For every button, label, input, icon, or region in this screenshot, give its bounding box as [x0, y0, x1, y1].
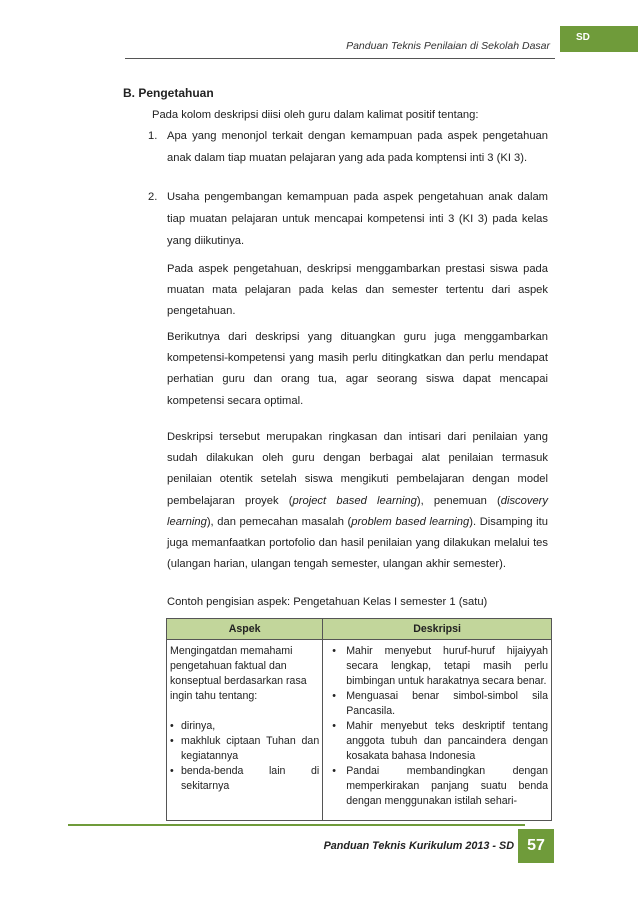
item-text: Apa yang menonjol terkait dengan kemampuan pada aspek pengetahuan anak dalam tiap muatan pelajaran yang ada pada komptensi inti 3 (KI 3).: [167, 130, 548, 164]
numbered-item-1: [148, 125, 548, 169]
term-discovery-learning: discovery learning: [167, 494, 548, 528]
paragraph-2: Berikutnya dari deskripsi yang dituangkan guru juga menggambarkan kompetensi-kompetensi yang masih perlu ditingkatkan dan perlu mendapat perhatian guru dan orang tua, agar seorang siswa dapat mencapai kompetensi secara optimal.: [167, 331, 548, 407]
table-header-row: [167, 619, 552, 640]
list-item: • dirinya,: [170, 720, 216, 732]
header-divider: [125, 58, 555, 59]
list-item: • makhluk ciptaan Tuhan dan kegiatannya: [170, 735, 320, 762]
table-row: [167, 640, 552, 821]
list-item: • Menguasai benar simbol-simbol sila Pancasila.: [332, 690, 548, 717]
paragraph-3-text-a: Deskripsi tersebut merupakan ringkasan dan intisari dari penilaian yang sudah dilakukan oleh guru dengan berbagai alat penilaian termasuk penilaian otentik setelah siswa mengikuti pembelajaran dengan model pembelajaran proyek (: [167, 431, 548, 507]
item-text: Usaha pengembangan kemampuan pada aspek pengetahuan anak dalam tiap muatan pelajaran untuk mencapai kompetensi inti 3 (KI 3) pada kelas yang diikutinya.: [167, 191, 548, 247]
aspek-list: [170, 719, 319, 794]
deskripsi-cell: [323, 640, 552, 821]
item-number: 1.: [148, 130, 158, 142]
paragraph-3: [167, 427, 548, 575]
numbered-item-2: [148, 186, 548, 252]
column-header-deskripsi: Deskripsi: [323, 619, 552, 640]
page-number: 57: [518, 829, 554, 863]
paragraph-3-text-d: ). Disamping itu juga memanfaatkan portofolio dan hasil penilaian yang dilakukan melalui tes (ulangan harian, ulangan tengah semester, ulangan akhir semester).: [167, 515, 548, 571]
section-title: B. Pengetahuan: [123, 86, 214, 100]
header-title: Panduan Teknis Penilaian di Sekolah Dasar: [346, 40, 550, 52]
deskripsi-list: [326, 644, 548, 809]
bullet: •: [332, 690, 336, 702]
footer-divider: [68, 824, 525, 826]
example-caption: Contoh pengisian aspek: Pengetahuan Kelas I semester 1 (satu): [167, 596, 488, 608]
bullet: •: [170, 720, 174, 732]
aspek-text: Mengingatdan memahami pengetahuan faktual dan konseptual berdasarkan rasa ingin tahu tentang:: [170, 645, 307, 702]
term-project-based-learning: project based learning: [292, 494, 417, 507]
list-item: • Mahir menyebut huruf-huruf hijaiyyah secara lengkap, tetapi masih perlu bimbingan untuk harakatnya secara benar.: [332, 645, 548, 687]
bullet: •: [170, 765, 174, 777]
section-intro: Pada kolom deskripsi diisi oleh guru dalam kalimat positif tentang:: [152, 109, 479, 121]
item-number: 2.: [148, 191, 158, 203]
column-header-aspek: Aspek: [167, 619, 323, 640]
paragraph-3-text-b: ), penemuan (: [416, 494, 501, 507]
paragraph-3-text-c: ), dan pemecahan masalah (: [206, 515, 352, 528]
bullet: •: [332, 645, 336, 657]
example-table: [166, 618, 552, 821]
bullet: •: [332, 720, 336, 732]
bullet: •: [332, 765, 336, 777]
paragraph-1: Pada aspek pengetahuan, deskripsi menggambarkan prestasi siswa pada muatan mata pelajaran pada kelas dan semester tertentu dari aspek pengetahuan.: [167, 263, 548, 318]
term-problem-based-learning: problem based learning: [351, 515, 470, 528]
footer-title: Panduan Teknis Kurikulum 2013 - SD: [323, 840, 514, 852]
bullet: •: [170, 735, 174, 747]
sd-tab-badge: SD: [560, 26, 638, 52]
aspek-cell: [167, 640, 323, 821]
list-item: • benda-benda lain di sekitarnya: [170, 765, 320, 792]
list-item: • Mahir menyebut teks deskriptif tentang anggota tubuh dan pancaindera dengan kosakata bahasa Indonesia: [332, 720, 548, 762]
list-item: • Pandai membandingkan dengan memperkirakan panjang suatu benda dengan menggunakan istilah sehari-: [332, 765, 548, 807]
